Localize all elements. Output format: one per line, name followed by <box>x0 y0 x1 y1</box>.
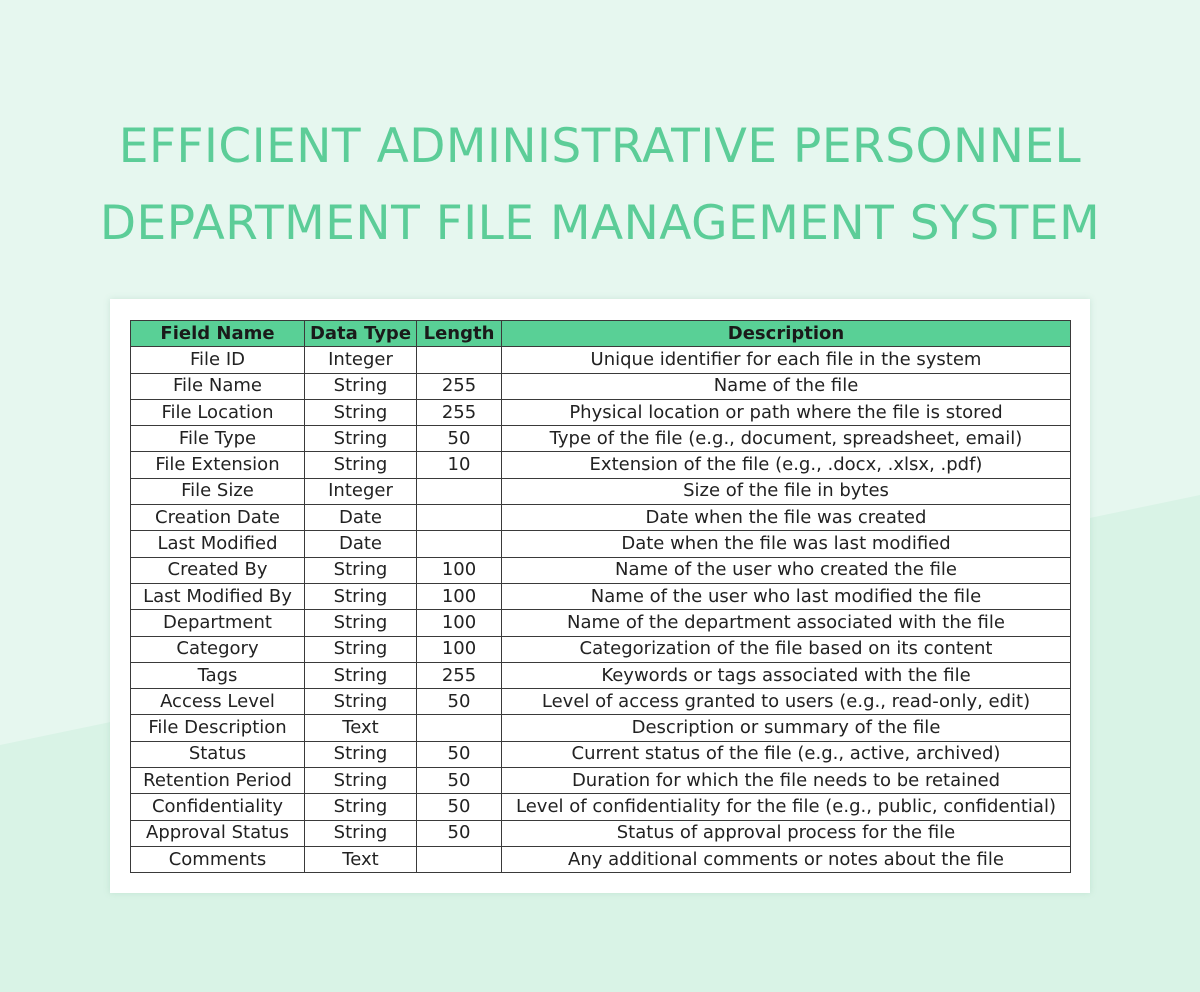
field-name-cell: File ID <box>131 347 305 373</box>
description-cell: Physical location or path where the file is stored <box>502 399 1071 425</box>
field-name-cell: Last Modified By <box>131 583 305 609</box>
table-header-row <box>131 321 1071 347</box>
page-title <box>0 108 1200 262</box>
description-cell: Date when the file was last modified <box>502 531 1071 557</box>
data-type-cell: Date <box>305 531 417 557</box>
length-cell: 255 <box>417 399 502 425</box>
data-type-cell: String <box>305 583 417 609</box>
data-type-cell: String <box>305 794 417 820</box>
data-type-cell: Integer <box>305 347 417 373</box>
table-row <box>131 426 1071 452</box>
data-type-cell: String <box>305 768 417 794</box>
data-type-cell: String <box>305 820 417 846</box>
field-name-cell: File Location <box>131 399 305 425</box>
length-cell: 255 <box>417 662 502 688</box>
table-row <box>131 610 1071 636</box>
data-type-cell: String <box>305 399 417 425</box>
field-name-cell: Approval Status <box>131 820 305 846</box>
field-name-cell: Retention Period <box>131 768 305 794</box>
data-type-cell: String <box>305 373 417 399</box>
description-cell: Unique identifier for each file in the system <box>502 347 1071 373</box>
field-name-cell: File Type <box>131 426 305 452</box>
length-cell <box>417 347 502 373</box>
field-name-cell: Category <box>131 636 305 662</box>
table-row <box>131 373 1071 399</box>
table-row <box>131 820 1071 846</box>
length-cell: 50 <box>417 820 502 846</box>
length-cell <box>417 715 502 741</box>
field-name-cell: File Extension <box>131 452 305 478</box>
table-row <box>131 531 1071 557</box>
field-name-cell: Last Modified <box>131 531 305 557</box>
description-header: Description <box>502 321 1071 347</box>
table-row <box>131 505 1071 531</box>
description-cell: Categorization of the file based on its content <box>502 636 1071 662</box>
description-cell: Name of the user who last modified the file <box>502 583 1071 609</box>
length-cell: 50 <box>417 426 502 452</box>
field-name-cell: Access Level <box>131 689 305 715</box>
field-name-cell: Created By <box>131 557 305 583</box>
data-type-header: Data Type <box>305 321 417 347</box>
length-cell <box>417 846 502 872</box>
data-type-cell: Text <box>305 715 417 741</box>
table-row <box>131 741 1071 767</box>
table-row <box>131 636 1071 662</box>
table-row <box>131 794 1071 820</box>
field-name-header: Field Name <box>131 321 305 347</box>
field-name-cell: Department <box>131 610 305 636</box>
data-type-cell: Date <box>305 505 417 531</box>
data-type-cell: String <box>305 610 417 636</box>
table-row <box>131 399 1071 425</box>
length-cell: 50 <box>417 794 502 820</box>
description-cell: Extension of the file (e.g., .docx, .xlsx, .pdf) <box>502 452 1071 478</box>
file-fields-table <box>130 320 1071 873</box>
length-cell: 100 <box>417 636 502 662</box>
table-row <box>131 478 1071 504</box>
data-type-cell: String <box>305 636 417 662</box>
description-cell: Name of the file <box>502 373 1071 399</box>
description-cell: Current status of the file (e.g., active, archived) <box>502 741 1071 767</box>
table-row <box>131 452 1071 478</box>
table-card <box>110 299 1090 893</box>
table-row <box>131 715 1071 741</box>
field-name-cell: Status <box>131 741 305 767</box>
data-type-cell: Text <box>305 846 417 872</box>
table-row <box>131 768 1071 794</box>
field-name-cell: File Description <box>131 715 305 741</box>
description-cell: Date when the file was created <box>502 505 1071 531</box>
length-cell: 50 <box>417 768 502 794</box>
data-type-cell: String <box>305 452 417 478</box>
table-row <box>131 662 1071 688</box>
field-name-cell: Confidentiality <box>131 794 305 820</box>
length-cell: 255 <box>417 373 502 399</box>
field-name-cell: Tags <box>131 662 305 688</box>
length-cell <box>417 505 502 531</box>
table-row <box>131 347 1071 373</box>
data-type-cell: String <box>305 689 417 715</box>
length-cell: 100 <box>417 557 502 583</box>
description-cell: Duration for which the file needs to be retained <box>502 768 1071 794</box>
table-row <box>131 689 1071 715</box>
length-header: Length <box>417 321 502 347</box>
description-cell: Level of confidentiality for the file (e.g., public, confidential) <box>502 794 1071 820</box>
table-body <box>131 347 1071 873</box>
description-cell: Keywords or tags associated with the file <box>502 662 1071 688</box>
description-cell: Name of the department associated with the file <box>502 610 1071 636</box>
title-line-1: EFFICIENT ADMINISTRATIVE PERSONNEL <box>118 119 1082 174</box>
length-cell: 100 <box>417 583 502 609</box>
length-cell <box>417 478 502 504</box>
description-cell: Any additional comments or notes about the file <box>502 846 1071 872</box>
length-cell <box>417 531 502 557</box>
title-line-2: DEPARTMENT FILE MANAGEMENT SYSTEM <box>99 196 1101 251</box>
length-cell: 50 <box>417 689 502 715</box>
field-name-cell: Comments <box>131 846 305 872</box>
length-cell: 10 <box>417 452 502 478</box>
table-row <box>131 583 1071 609</box>
description-cell: Size of the file in bytes <box>502 478 1071 504</box>
table-row <box>131 846 1071 872</box>
table-row <box>131 557 1071 583</box>
description-cell: Description or summary of the file <box>502 715 1071 741</box>
field-name-cell: File Name <box>131 373 305 399</box>
field-name-cell: Creation Date <box>131 505 305 531</box>
description-cell: Level of access granted to users (e.g., read-only, edit) <box>502 689 1071 715</box>
description-cell: Name of the user who created the file <box>502 557 1071 583</box>
length-cell: 50 <box>417 741 502 767</box>
data-type-cell: Integer <box>305 478 417 504</box>
field-name-cell: File Size <box>131 478 305 504</box>
data-type-cell: String <box>305 741 417 767</box>
data-type-cell: String <box>305 662 417 688</box>
description-cell: Status of approval process for the file <box>502 820 1071 846</box>
data-type-cell: String <box>305 557 417 583</box>
length-cell: 100 <box>417 610 502 636</box>
description-cell: Type of the file (e.g., document, spreadsheet, email) <box>502 426 1071 452</box>
data-type-cell: String <box>305 426 417 452</box>
